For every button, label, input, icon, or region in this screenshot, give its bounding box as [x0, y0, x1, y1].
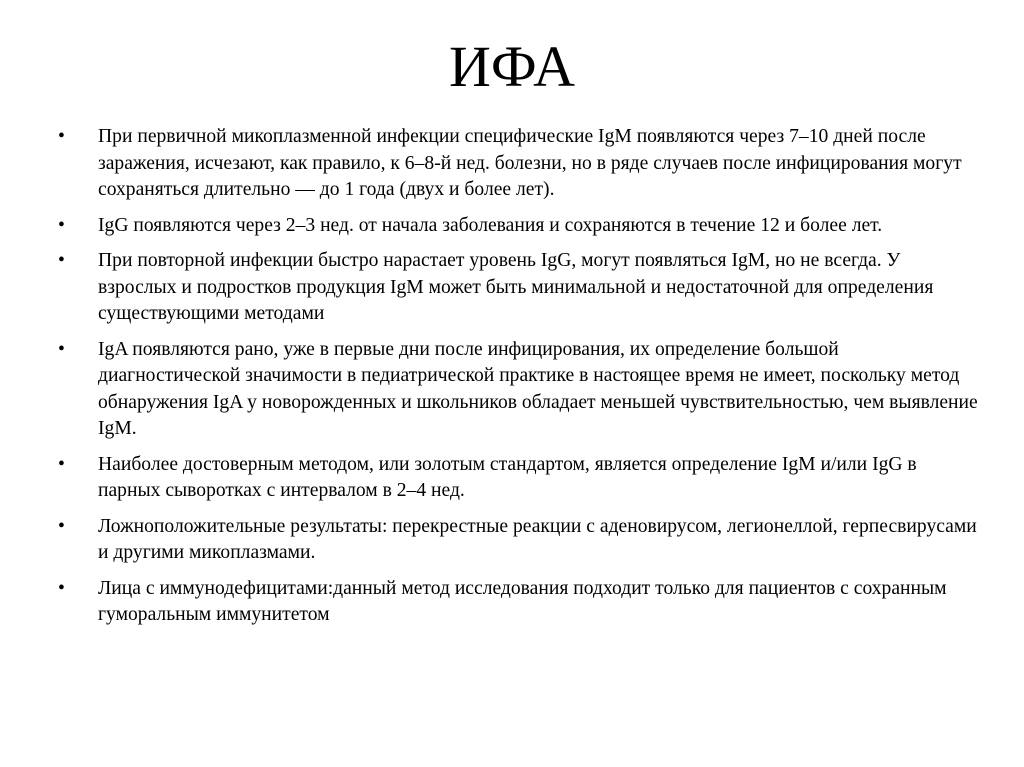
bullet-marker: •	[58, 338, 65, 360]
bullet-item-5	[58, 452, 978, 505]
slide-title: ИФА	[449, 34, 575, 99]
bullet-text: Наиболее достоверным методом, или золотым стандартом, является определение IgM и/или IgG в парных сыворотках с интервалом в 2–4 нед.	[98, 453, 917, 501]
bullet-marker: •	[58, 453, 65, 475]
bullet-text: При первичной микоплазменной инфекции специфические IgM появляются через 7–10 дней после заражения, исчезают, как правило, к 6–8-й нед. болезни, но в ряде случаев после инфицирования могут сохраняться длительно — до 1 года (двух и более лет).	[98, 126, 962, 200]
bullet-item-2	[58, 213, 978, 240]
bullet-marker: •	[58, 515, 65, 537]
bullet-item-7	[58, 576, 978, 629]
bullet-text: При повторной инфекции быстро нарастает уровень IgG, могут появляться IgM, но не всегда. У взрослых и подростков продукция IgM может быть минимальной и недостаточной для определения существующими методами	[98, 250, 934, 324]
bullet-item-4	[58, 337, 978, 443]
bullet-list	[58, 124, 978, 638]
bullet-marker: •	[58, 577, 65, 599]
bullet-text: IgG появляются через 2–3 нед. от начала заболевания и сохраняются в течение 12 и более лет.	[98, 214, 883, 236]
bullet-marker: •	[58, 126, 65, 147]
bullet-marker: •	[58, 214, 65, 236]
bullet-text: Ложноположительные результаты: перекрестные реакции с аденовирусом, легионеллой, герпесвирусами и другими микоплазмами.	[98, 515, 977, 563]
bullet-text: IgA появляются рано, уже в первые дни после инфицирования, их определение большой диагностической значимости в педиатрической практике в настоящее время не имеет, поскольку метод обнаружения IgA у новорожденных и школьников обладает меньшей чувствительностью, чем выявление IgM.	[98, 338, 978, 439]
bullet-item-3	[58, 248, 978, 328]
bullet-marker: •	[58, 250, 65, 271]
bullet-item-1	[58, 124, 978, 204]
bullet-item-6	[58, 514, 978, 567]
bullet-text: Лица с иммунодефицитами:данный метод исследования подходит только для пациентов с сохранным гуморальным иммунитетом	[98, 577, 947, 625]
